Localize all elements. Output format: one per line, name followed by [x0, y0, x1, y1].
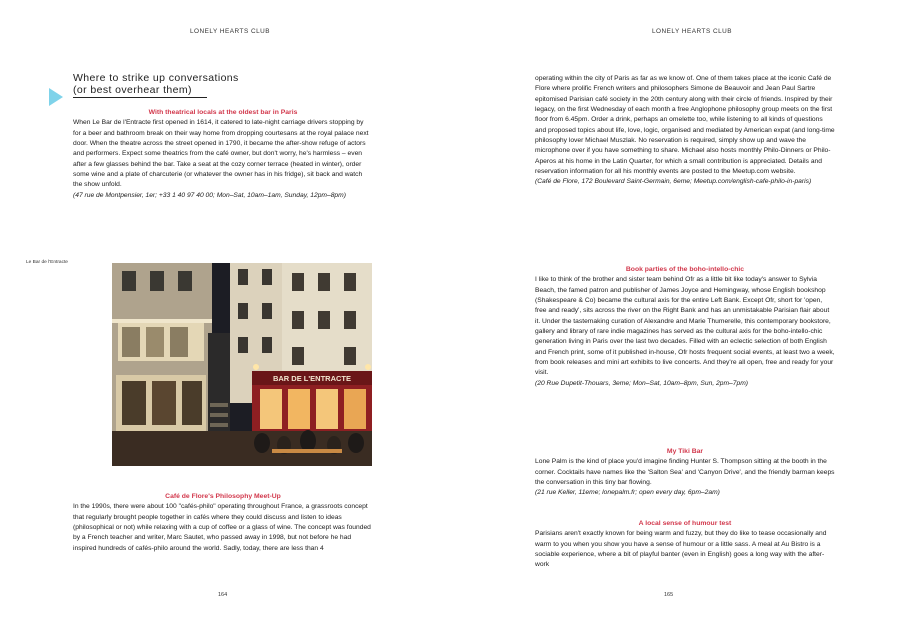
- entry-address: (47 rue de Montpensier, 1er; +33 1 40 97 40 00; Mon–Sat, 10am–1am, Sunday, 12pm–8pm): [73, 191, 346, 199]
- entry-ofr-book-parties: [535, 265, 835, 389]
- entry-address: (20 Rue Dupetit-Thouars, 3eme; Mon–Sat, 10am–8pm, Sun, 2pm–7pm): [535, 379, 748, 387]
- title-underline: [73, 97, 207, 98]
- entry-body: In the 1990s, there were about 100 "cafés-philo" operating throughout France, a grassroots concept that regularly brought people together in cafés where they could discuss and listen to ideas (philosophical or not) while relaxing with a cup of coffee or a glass of wine. The concept was founded by a French teacher and writer, Marc Sautet, who passed away in 1998, but not before he had inspired hundreds of cafés-philo around the world. Sadly, today, there are less than 4: [73, 503, 371, 552]
- triangle-arrow-icon: [49, 88, 63, 106]
- right-page: [454, 0, 908, 624]
- entry-heading: Café de Flore's Philosophy Meet-Up: [165, 493, 281, 500]
- entry-body: When Le Bar de l'Entracte first opened in 1614, it catered to late-night carriage drivers stopping by for a beer and bathroom break on their way home from dropping courtesans at the royal palace next door. When the theatre across the street opened in 1790, it became the after-show refuge of actors and performers. Expect some theatrics from the café owner, but don't worry, he's harmless – even after a few glasses behind the bar. Take a seat at the cozy corner terrace (heated in winter), order some wine and a plate of charcuterie (or whatever the owner has in his fridge), sit back and watch the show unfold.: [73, 119, 369, 189]
- entry-tiki-bar: [535, 447, 835, 499]
- entry-heading: With theatrical locals at the oldest bar in Paris: [148, 109, 298, 116]
- entry-address: (21 rue Keller, 11eme; lonepalm.fr; open every day, 6pm–2am): [535, 489, 720, 497]
- page-number-left: 164: [218, 592, 228, 598]
- entry-humour-test: [535, 519, 835, 571]
- entry-body: I like to think of the brother and sister team behind Ofr as a little bit like today's answer to Sylvia Beach, the famed patron and publisher of James Joyce and Hemingway, whose English bookshop (Shakespeare & Co) became the cultural axis for the entire Left Bank. Except Ofr, short for 'open, free and ready', sits across the river on the Right Bank and has an unmistakable Parisian flair about it. Under the tastemaking curation of Alexandre and Marie Thumerelle, this contemporary bookstore, gallery and library of rare indie magazines has served as the cultural axis for the boho-intello-chic generation living in Paris over the last two decades. Filled with an eclectic selection of both English and French print, some of it published in-house, Ofr hosts frequent social events, at least two a week, from book releases and mini art exhibits to live concerts. And they're all open, free and ready for your visit.: [535, 276, 835, 377]
- entry-body: Parisians aren't exactly known for being warm and fuzzy, but they do like to tease occasionally and warm to you when you show you have a sense of humour or a little sass. A meal at Au Bistro is a sociable experience, where a bit of playful banter (even in English) goes a long way with the after-work: [535, 530, 827, 569]
- running-head-right: LONELY HEARTS CLUB: [652, 28, 733, 35]
- page-number-right: 165: [664, 592, 674, 598]
- section-title-line2: (or best overhear them): [73, 84, 192, 96]
- entry-cafe-de-flore: [73, 492, 373, 554]
- entry-address: (Café de Flore, 172 Boulevard Saint-Germain, 6eme; Meetup.com/english-cafe-philo-in-paris): [535, 178, 812, 186]
- running-head-left: LONELY HEARTS CLUB: [190, 28, 271, 35]
- photo-caption: Le Bar de l'Entracte: [26, 260, 68, 265]
- section-title: [73, 72, 239, 96]
- bar-sign-text: BAR DE L'ENTRACTE: [272, 374, 352, 383]
- entry-heading: Book parties of the boho-intello-chic: [625, 266, 745, 273]
- entry-heading: A local sense of humour test: [638, 520, 732, 527]
- bar-photo: [112, 263, 372, 466]
- entry-body: Lone Palm is the kind of place you'd imagine finding Hunter S. Thompson sitting at the booth in the corner. Cocktails have names like the 'Salton Sea' and 'Canyon Drive', and the friendly barman keeps the conversation in this tiny bar flowing.: [535, 458, 835, 486]
- entry-bar-de-lentracte: [73, 108, 373, 201]
- section-title-line1: Where to strike up conversations: [73, 72, 239, 84]
- entry-cafe-de-flore-continued: [535, 74, 835, 188]
- entry-heading: My Tiki Bar: [666, 448, 704, 455]
- entry-body: operating within the city of Paris as far as we know of. One of them takes place at the iconic Café de Flore where prolific French writers and philosophers Simone de Beauvoir and Jean Paul Sartre epitomised Parisian café society in the 20th century along with their circle of friends. Inspired by their legacy, on the first Wednesday of each month a free Anglophone philosophy group meets on the first floor from 6.45pm. Order a drink, perhaps an omelette too, while listening to all kinds of questions and proposed topics about life, love, logic, organised and mediated by American expat (and long-time philosophy lover Michael Muszlak. No reservation is required, simply show up and wave the microphone over if you have something to share. Michael also hosts monthly Philo-Dinners or Philo-Aperos at his home in the Latin Quarter, for which a small contribution is appreciated. Details and reservation information for all his monthly events are posted to the Meetup.com website.: [535, 75, 835, 176]
